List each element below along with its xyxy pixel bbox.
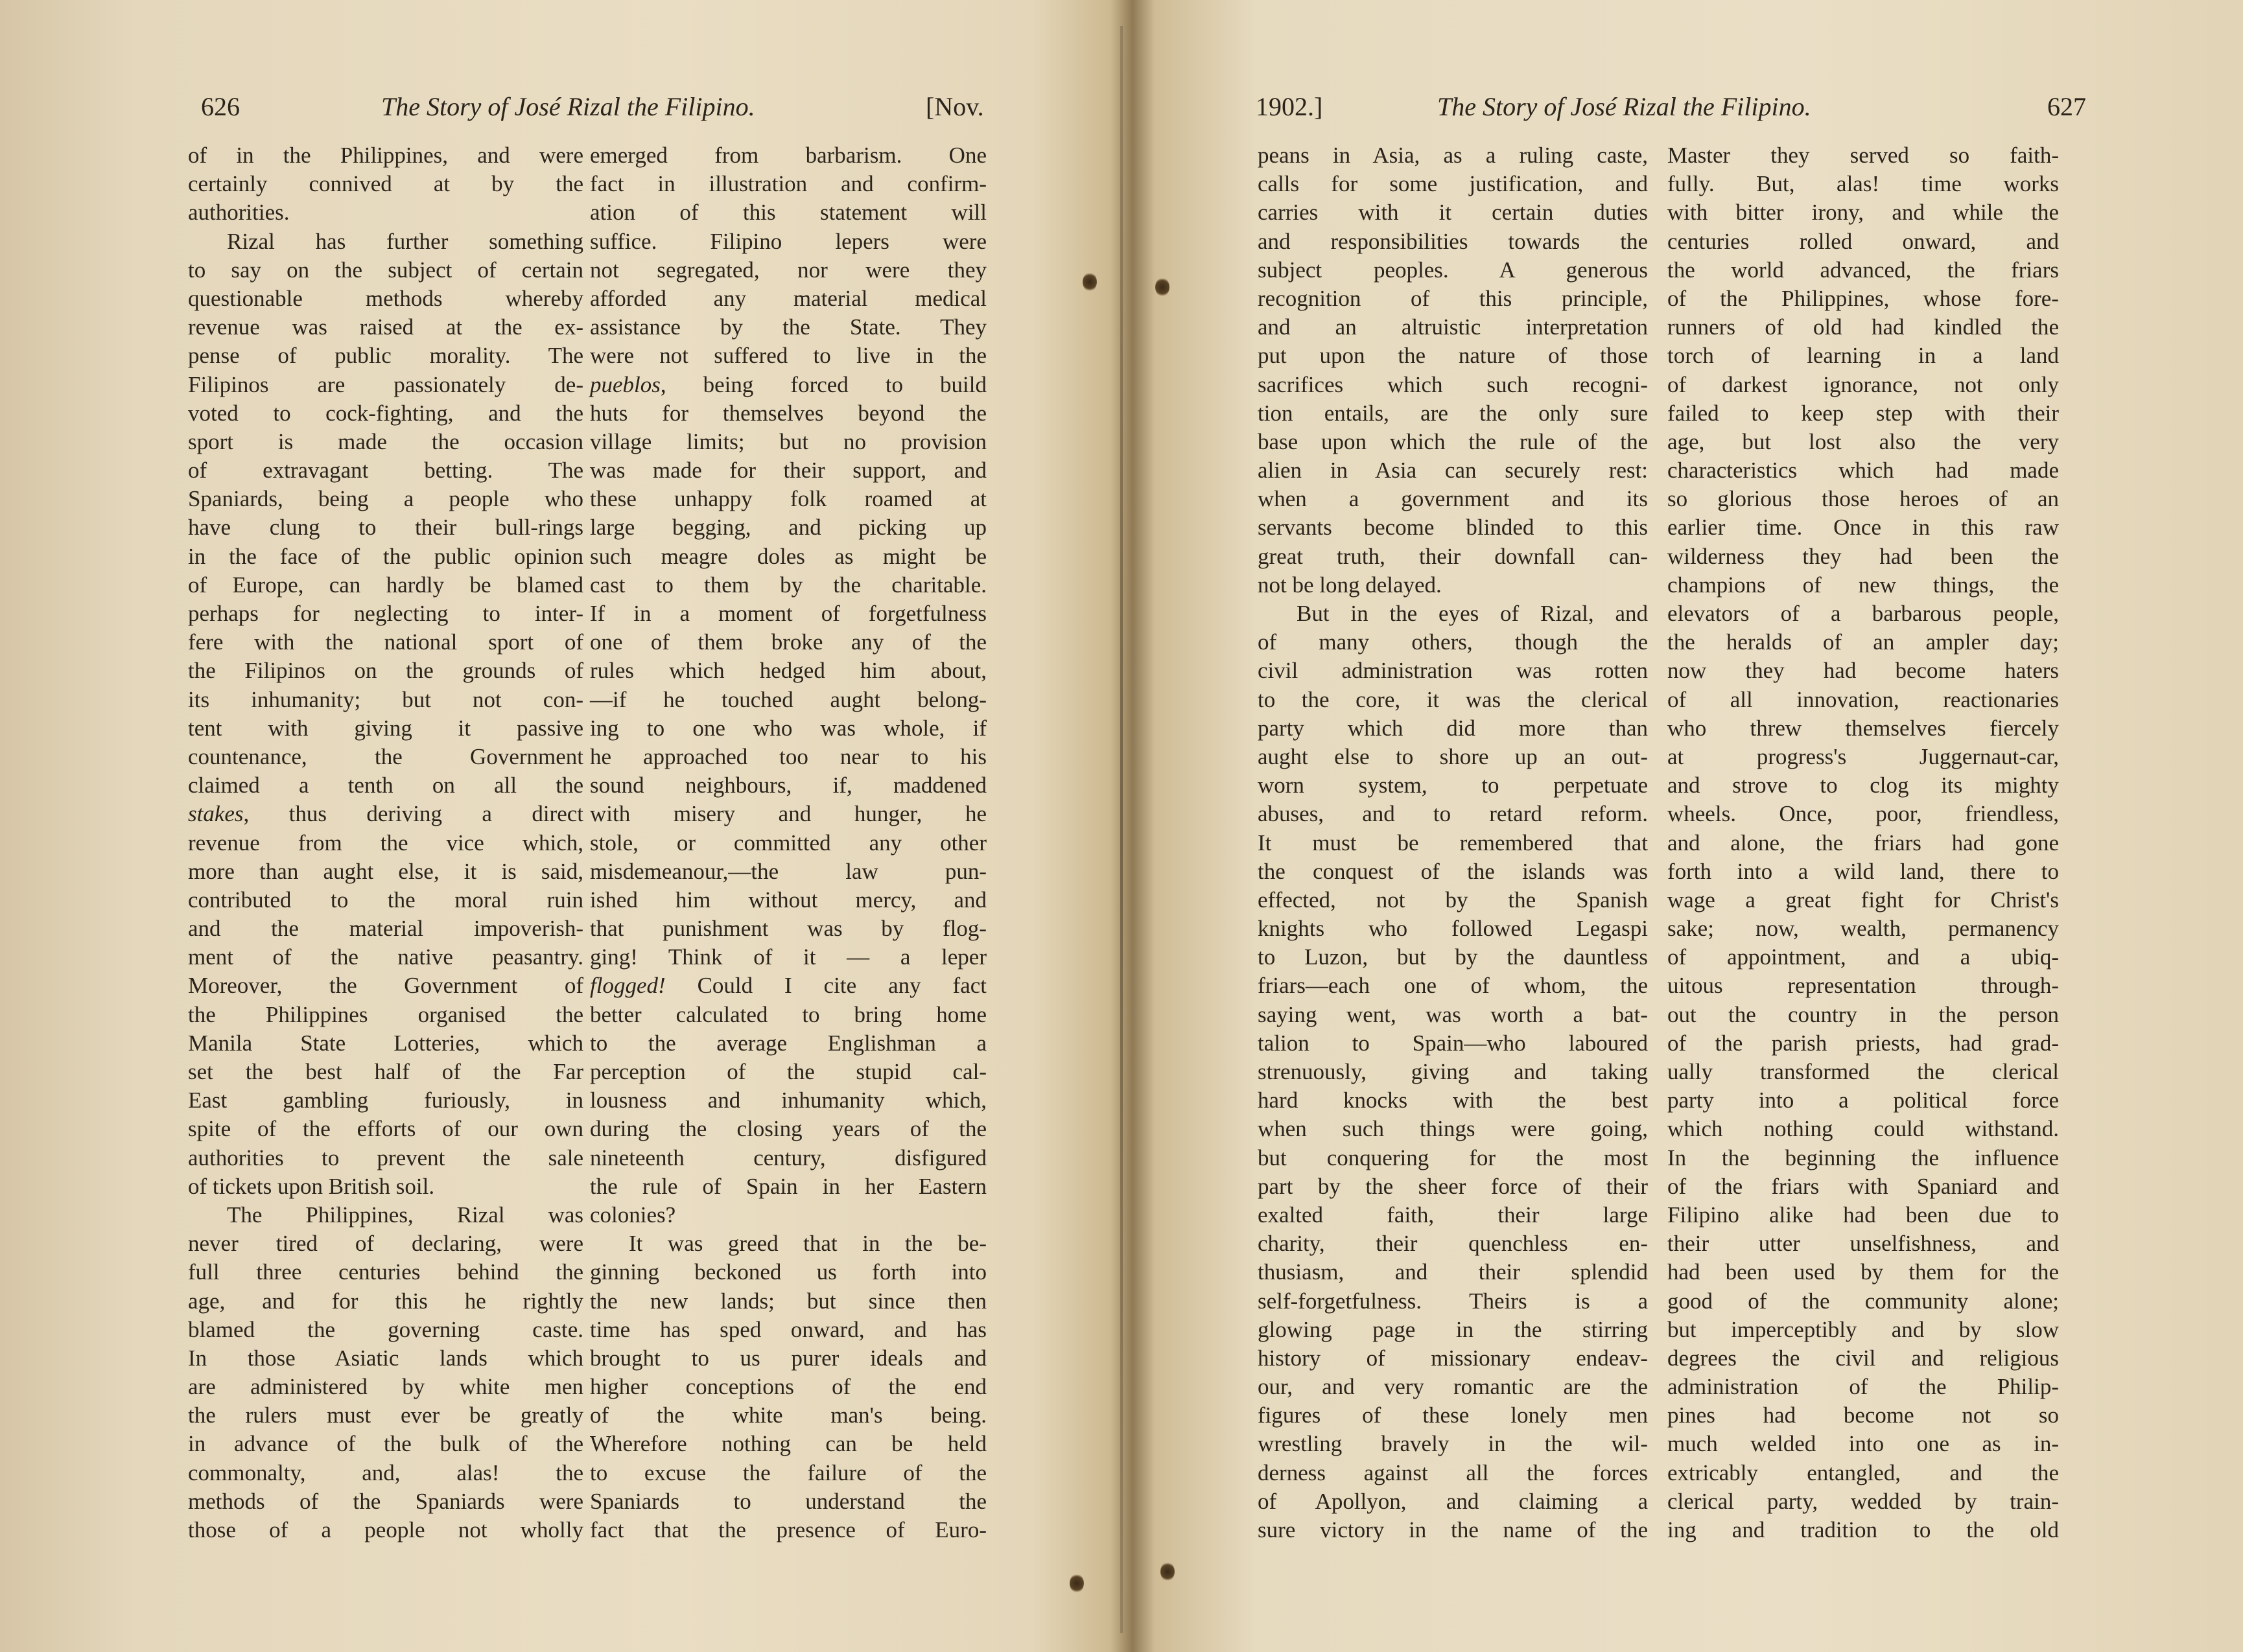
text-line: those of a people not wholly [188,1517,583,1542]
text-line: uitous representation through- [1667,973,2059,999]
text-line: in advance of the bulk of the [188,1431,583,1457]
text-line: age, but lost also the very [1667,428,2059,454]
text-line: now they had become haters [1667,658,2059,684]
text-line: Filipinos are passionately de- [188,371,583,397]
text-line: hard knocks with the best [1258,1088,1648,1113]
text-line: party which did more than [1258,715,1648,741]
running-head [1128,84,2243,130]
text-line: of in the Philippines, and were [188,143,583,168]
text-line: perception of the stupid cal- [590,1059,987,1084]
text-line: colonies? [590,1202,676,1227]
text-line: sport is made the occasion [188,428,583,454]
text-line: authorities to prevent the sale [188,1145,583,1170]
text-line: revenue was raised at the ex- [188,314,583,340]
text-line: Wherefore nothing can be held [590,1431,987,1457]
text-line: thusiasm, and their splendid [1258,1259,1648,1285]
text-line: recognition of this principle, [1258,285,1648,311]
text-line: torch of learning in a land [1667,343,2059,369]
text-line: spite of the efforts of our own [188,1116,583,1142]
text-line: the rule of Spain in her Eastern [590,1173,987,1199]
text-line: glowing page in the stirring [1258,1316,1648,1342]
left-page [0,0,1115,1652]
text-line: fere with the national sport of [188,629,583,655]
text-line: huts for themselves beyond the [590,400,987,426]
text-line: strenuously, giving and taking [1258,1059,1648,1084]
text-line: tent with giving it passive [188,715,583,741]
text-line: these unhappy folk roamed at [590,486,987,512]
text-line: base upon which the rule of the [1258,428,1648,454]
text-line: civil administration was rotten [1258,658,1648,684]
text-line: commonalty, and, alas! the [188,1460,583,1485]
text-line: of all innovation, reactionaries [1667,686,2059,712]
text-line: of Europe, can hardly be blamed [188,572,583,598]
text-line: earlier time. Once in this raw [1667,515,2059,541]
text-line: village limits; but no provision [590,428,987,454]
text-line: aught else to shore up an out- [1258,743,1648,769]
text-line: In the beginning the influence [1667,1145,2059,1170]
text-line: great truth, their downfall can- [1258,543,1648,569]
text-line: who threw themselves fiercely [1667,715,2059,741]
text-line: of darkest ignorance, not only [1667,371,2059,397]
text-line: effected, not by the Spanish [1258,887,1648,913]
text-line: In those Asiatic lands which [188,1345,583,1371]
text-line: administration of the Philip- [1667,1374,2059,1400]
text-column-2 [1667,141,2059,1544]
text-line: friars—each one of whom, the [1258,973,1648,999]
text-line: ished him without mercy, and [590,887,987,913]
text-line: of the Philippines, whose fore- [1667,285,2059,311]
text-line: revenue from the vice which, [188,830,583,855]
text-line: nineteenth century, disfigured [590,1145,987,1170]
text-line: of the friars with Spaniard and [1667,1173,2059,1199]
text-line: of tickets upon British soil. [188,1173,435,1199]
text-line: saying went, was worth a bat- [1258,1001,1648,1027]
text-line: when a government and its [1258,486,1648,512]
text-line: and an altruistic interpretation [1258,314,1648,340]
text-line: cast to them by the charitable. [590,572,987,598]
text-line: but conquering for the most [1258,1145,1648,1170]
text-line: pense of public morality. The [188,343,583,369]
text-line: flogged! Could I cite any fact [590,973,987,999]
text-line: ginning beckoned us forth into [590,1259,987,1285]
text-line: good of the community alone; [1667,1288,2059,1314]
text-line: sacrifices which such recogni- [1258,371,1648,397]
text-line: countenance, the Government [188,743,583,769]
text-line: at progress's Juggernaut-car, [1667,743,2059,769]
text-line: and the material impoverish- [188,916,583,942]
text-line: that punishment was by flog- [590,916,987,942]
text-line: of Apollyon, and claiming a [1258,1488,1648,1514]
text-line: voted to cock-fighting, and the [188,400,583,426]
text-line: the new lands; but since then [590,1288,987,1314]
text-line: blamed the governing caste. [188,1316,583,1342]
text-line: the Filipinos on the grounds of [188,658,583,684]
text-line: rules which hedged him about, [590,658,987,684]
text-line: during the closing years of the [590,1116,987,1142]
text-line: runners of old had kindled the [1667,314,2059,340]
text-line: lousness and inhumanity which, [590,1088,987,1113]
text-line: to say on the subject of certain [188,257,583,283]
text-line: ually transformed the clerical [1667,1059,2059,1084]
text-line: sake; now, wealth, permanency [1667,916,2059,942]
text-line: the rulers must ever be greatly [188,1402,583,1428]
text-line: age, and for this he rightly [188,1288,583,1314]
text-line: Filipino alike had been due to [1667,1202,2059,1227]
text-line: figures of these lonely men [1258,1402,1648,1428]
text-line: so glorious those heroes of an [1667,486,2059,512]
text-line: clerical party, wedded by train- [1667,1488,2059,1514]
text-line: perhaps for neglecting to inter- [188,601,583,626]
text-line: abuses, and to retard reform. [1258,801,1648,827]
text-line: subject peoples. A generous [1258,257,1648,283]
text-line: centuries rolled onward, and [1667,228,2059,254]
text-line: Master they served so faith- [1667,143,2059,168]
text-line: pines had become not so [1667,1402,2059,1428]
text-line: peans in Asia, as a ruling caste, [1258,143,1648,168]
text-line: stole, or committed any other [590,830,987,855]
text-line: wilderness they had been the [1667,543,2059,569]
text-line: such meagre doles as might be [590,543,987,569]
text-line: wage a great fight for Christ's [1667,887,2059,913]
text-line: out the country in the person [1667,1001,2059,1027]
text-line: sure victory in the name of the [1258,1517,1648,1542]
text-line: of the parish priests, had grad- [1667,1030,2059,1056]
text-line: ing to one who was whole, if [590,715,987,741]
text-line: calls for some justification, and [1258,171,1648,197]
text-line: afforded any material medical [590,285,987,311]
book-spine [1120,26,1123,1633]
running-title: The Story of José Rizal the Filipino. [381,92,755,121]
text-line: Rizal has further something [227,228,583,254]
text-line: East gambling furiously, in [188,1088,583,1113]
page-number: 626 [201,92,240,121]
running-head [0,84,1115,130]
text-line: questionable methods whereby [188,285,583,311]
text-line: time has sped onward, and has [590,1316,987,1342]
text-line: champions of new things, the [1667,572,2059,598]
text-line: Manila State Lotteries, which [188,1030,583,1056]
text-line: had been used by them for the [1667,1259,2059,1285]
text-line: suffice. Filipino lepers were [590,228,987,254]
text-line: If in a moment of forgetfulness [590,601,987,626]
text-line: set the best half of the Far [188,1059,583,1084]
text-line: better calculated to bring home [590,1001,987,1027]
text-line: one of them broke any of the [590,629,987,655]
text-line: and responsibilities towards the [1258,228,1648,254]
text-line: are administered by white men [188,1374,583,1400]
text-line: its inhumanity; but not con- [188,686,583,712]
text-line: the world advanced, the friars [1667,257,2059,283]
text-line: brought to us purer ideals and [590,1345,987,1371]
running-title: The Story of José Rizal the Filipino. [1437,92,1811,121]
text-line: characteristics which had made [1667,458,2059,483]
text-line: to the core, it was the clerical [1258,686,1648,712]
text-line: never tired of declaring, were [188,1231,583,1257]
text-line: Spaniards to understand the [590,1488,987,1514]
text-line: —if he touched aught belong- [590,686,987,712]
text-line: stakes, thus deriving a direct [188,801,583,827]
text-line: elevators of a barbarous people, [1667,601,2059,626]
text-line: charity, their quenchless en- [1258,1231,1648,1257]
text-line: ment of the native peasantry. [188,944,583,970]
text-line: to excuse the failure of the [590,1460,987,1485]
text-column-1 [188,141,583,1544]
text-line: exalted faith, their large [1258,1202,1648,1227]
text-line: which nothing could withstand. [1667,1116,2059,1142]
text-line: Spaniards, being a people who [188,486,583,512]
text-line: alien in Asia can securely rest: [1258,458,1648,483]
text-line: It was greed that in the be- [629,1231,987,1257]
text-line: authorities. [188,200,290,226]
text-line: misdemeanour,—the law pun- [590,858,987,884]
text-line: to the average Englishman a [590,1030,987,1056]
page-number: 627 [2047,92,2086,121]
date-bracket: [Nov. [926,92,984,121]
text-line: history of missionary endeav- [1258,1345,1648,1371]
text-line: wheels. Once, poor, friendless, [1667,801,2059,827]
text-line: the heralds of an ampler day; [1667,629,2059,655]
text-line: our, and very romantic are the [1258,1374,1648,1400]
text-line: failed to keep step with their [1667,400,2059,426]
date-bracket: 1902.] [1256,92,1323,121]
text-line: contributed to the moral ruin [188,887,583,913]
text-line: fact that the presence of Euro- [590,1517,987,1542]
text-line: tion entails, are the only sure [1258,400,1648,426]
text-line: sound neighbours, if, maddened [590,773,987,798]
text-line: certainly connived at by the [188,171,583,197]
text-line: claimed a tenth on all the [188,773,583,798]
text-line: fact in illustration and confirm- [590,171,987,197]
text-line: not be long delayed. [1258,572,1442,598]
text-line: large begging, and picking up [590,515,987,541]
text-line: to Luzon, but by the dauntless [1258,944,1648,970]
text-line: pueblos, being forced to build [590,371,987,397]
text-line: carries with it certain duties [1258,200,1648,226]
text-line: and alone, the friars had gone [1667,830,2059,855]
text-line: not segregated, nor were they [590,257,987,283]
text-line: of extravagant betting. The [188,458,583,483]
text-line: But in the eyes of Rizal, and [1297,601,1648,626]
text-line: servants become blinded to this [1258,515,1648,541]
text-line: forth into a wild land, there to [1667,858,2059,884]
text-line: Moreover, the Government of [188,973,583,999]
text-line: their utter unselfishness, and [1667,1231,2059,1257]
text-column-1 [1258,141,1648,1544]
text-line: have clung to their bull-rings [188,515,583,541]
text-line: were not suffered to live in the [590,343,987,369]
text-line: put upon the nature of those [1258,343,1648,369]
text-line: with bitter irony, and while the [1667,200,2059,226]
text-line: he approached too near to his [590,743,987,769]
text-line: of the white man's being. [590,1402,987,1428]
text-line: methods of the Spaniards were [188,1488,583,1514]
text-line: more than aught else, it is said, [188,858,583,884]
text-line: party into a political force [1667,1088,2059,1113]
text-column-2 [590,141,987,1544]
text-line: with misery and hunger, he [590,801,987,827]
text-line: It must be remembered that [1258,830,1648,855]
text-line: higher conceptions of the end [590,1374,987,1400]
text-line: assistance by the State. They [590,314,987,340]
text-line: of many others, though the [1258,629,1648,655]
text-line: self-forgetfulness. Theirs is a [1258,1288,1648,1314]
right-page [1128,0,2243,1652]
text-line: part by the sheer force of their [1258,1173,1648,1199]
text-line: ging! Think of it — a leper [590,944,987,970]
text-line: much welded into one as in- [1667,1431,2059,1457]
text-line: and strove to clog its mighty [1667,773,2059,798]
text-line: ation of this statement will [590,200,987,226]
text-line: in the face of the public opinion [188,543,583,569]
text-line: wrestling bravely in the wil- [1258,1431,1648,1457]
text-line: emerged from barbarism. One [590,143,987,168]
text-line: worn system, to perpetuate [1258,773,1648,798]
text-line: full three centuries behind the [188,1259,583,1285]
text-line: of appointment, and a ubiq- [1667,944,2059,970]
text-line: talion to Spain—who laboured [1258,1030,1648,1056]
text-line: ing and tradition to the old [1667,1517,2059,1542]
text-line: fully. But, alas! time works [1667,171,2059,197]
text-line: but imperceptibly and by slow [1667,1316,2059,1342]
text-line: when such things were going, [1258,1116,1648,1142]
text-line: was made for their support, and [590,458,987,483]
text-line: derness against all the forces [1258,1460,1648,1485]
text-line: the conquest of the islands was [1258,858,1648,884]
text-line: the Philippines organised the [188,1001,583,1027]
text-line: degrees the civil and religious [1667,1345,2059,1371]
text-line: The Philippines, Rizal was [227,1202,583,1227]
text-line: extricably entangled, and the [1667,1460,2059,1485]
text-line: knights who followed Legaspi [1258,916,1648,942]
